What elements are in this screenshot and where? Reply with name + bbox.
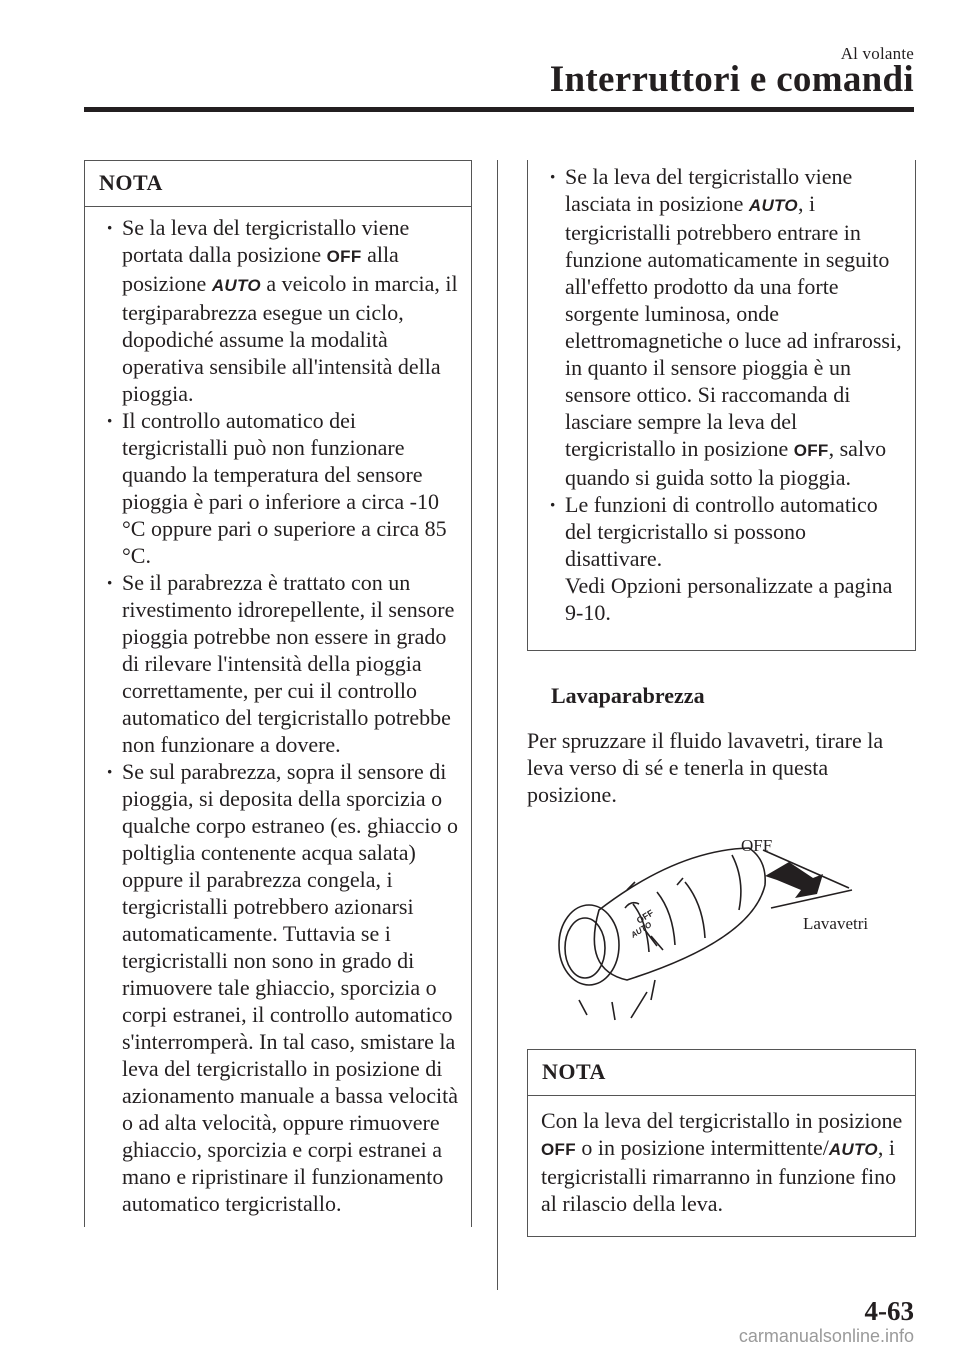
note-heading: NOTA [528,1050,915,1096]
off-position-symbol: OFF [326,247,362,266]
pull-direction-arrow-icon [765,862,823,898]
list-item: · Se la leva del tergicristallo viene portata dalla posizione OFF alla posizione AUTO a veicolo in marcia, il tergiparabrezza esegue un ciclo, dopodiché assume la modalità operativa sensibile all'intensità della pioggia. [103,214,463,407]
off-position-symbol: OFF [541,1140,576,1159]
off-position-symbol: OFF [793,441,829,460]
note-bullet-list [546,163,907,626]
auto-position-symbol: AUTO [748,196,798,215]
note-box-washer [527,1049,916,1237]
list-item: · Le funzioni di controllo automatico del tergicristallo si possono disattivare. Vedi Opzioni personalizzate a pagina 9-10. [546,491,907,626]
note-bullet-list [103,214,463,1217]
note-box-continued [527,160,916,651]
note-body [528,160,915,626]
figure-label-off: OFF [741,836,773,855]
section-heading: Lavaparabrezza [551,683,705,708]
note-body [85,207,471,1217]
auto-position-symbol: AUTO [828,1140,878,1159]
page-number: 4-63 [864,1296,914,1326]
cross-reference: Vedi Opzioni personalizzate a pagina 9-10. [565,573,893,625]
list-item: · Se la leva del tergicristallo viene lasciata in posizione AUTO, i tergicristalli potrebbero entrare in funzione automaticamente in seguito all'effetto prodotto da una forte sorgente luminosa, onde elettromagnetiche o luce ad infrarossi, in quanto il sensore pioggia è un sensore ottico. Si raccomanda di lasciare sempre la leva del tergicristallo in posizione OFF, salvo quando si guida sotto la pioggia. [546,163,907,491]
column-divider [497,160,498,1290]
page-title: Interruttori e comandi [549,59,914,100]
list-item: · Il controllo automatico dei tergicristalli può non funzionare quando la temperatura del sensore pioggia è pari o inferiore a circa -10 °C oppure pari o superiore a circa 85 °C. [103,407,463,569]
header-section-label: Al volante [840,44,914,63]
auto-position-symbol: AUTO [211,276,261,295]
lever-off-mark: OFF [634,907,656,926]
wiper-lever-figure [527,830,914,1030]
note-heading: NOTA [85,161,471,207]
washer-instructions: Per spruzzare il fluido lavavetri, tirare la leva verso di sé e tenerla in questa posizione. [527,728,884,807]
header-rule [84,107,914,112]
figure-label-washer: Lavavetri [803,914,869,933]
watermark: carmanualsonline.info [738,1326,914,1346]
list-item: · Se il parabrezza è trattato con un rivestimento idrorepellente, il sensore pioggia potrebbe non essere in grado di rilevare l'intensità della pioggia correttamente, per cui il controllo automatico del tergicristallo potrebbe non funzionare a dovere. [103,569,463,758]
note-box-left [84,160,472,1227]
lever-auto-mark: AUTO [629,920,654,940]
list-item: · Se sul parabrezza, sopra il sensore di pioggia, si deposita della sporcizia o qualche corpo estraneo (es. ghiaccio o poltiglia contenente acqua salata) oppure il parabrezza congela, i tergicristalli potrebbero azionarsi automaticamente. Tuttavia se i tergicristalli non sono in grado di rimuovere tale ghiaccio, sporcizia o corpi estranei, il controllo automatico s'interromperà. In tal caso, smistare la leva del tergicristallo in posizione di azionamento manuale a bassa velocità o ad alta velocità, oppure rimuovere ghiaccio, sporcizia e corpi estranei a mano e ripristinare il funzionamento automatico tergicristallo. [103,758,463,1217]
note-body: Con la leva del tergicristallo in posizione OFF o in posizione intermittente/AUTO, i tergicristalli rimarranno in funzione fino al rilascio della leva. [541,1108,903,1216]
